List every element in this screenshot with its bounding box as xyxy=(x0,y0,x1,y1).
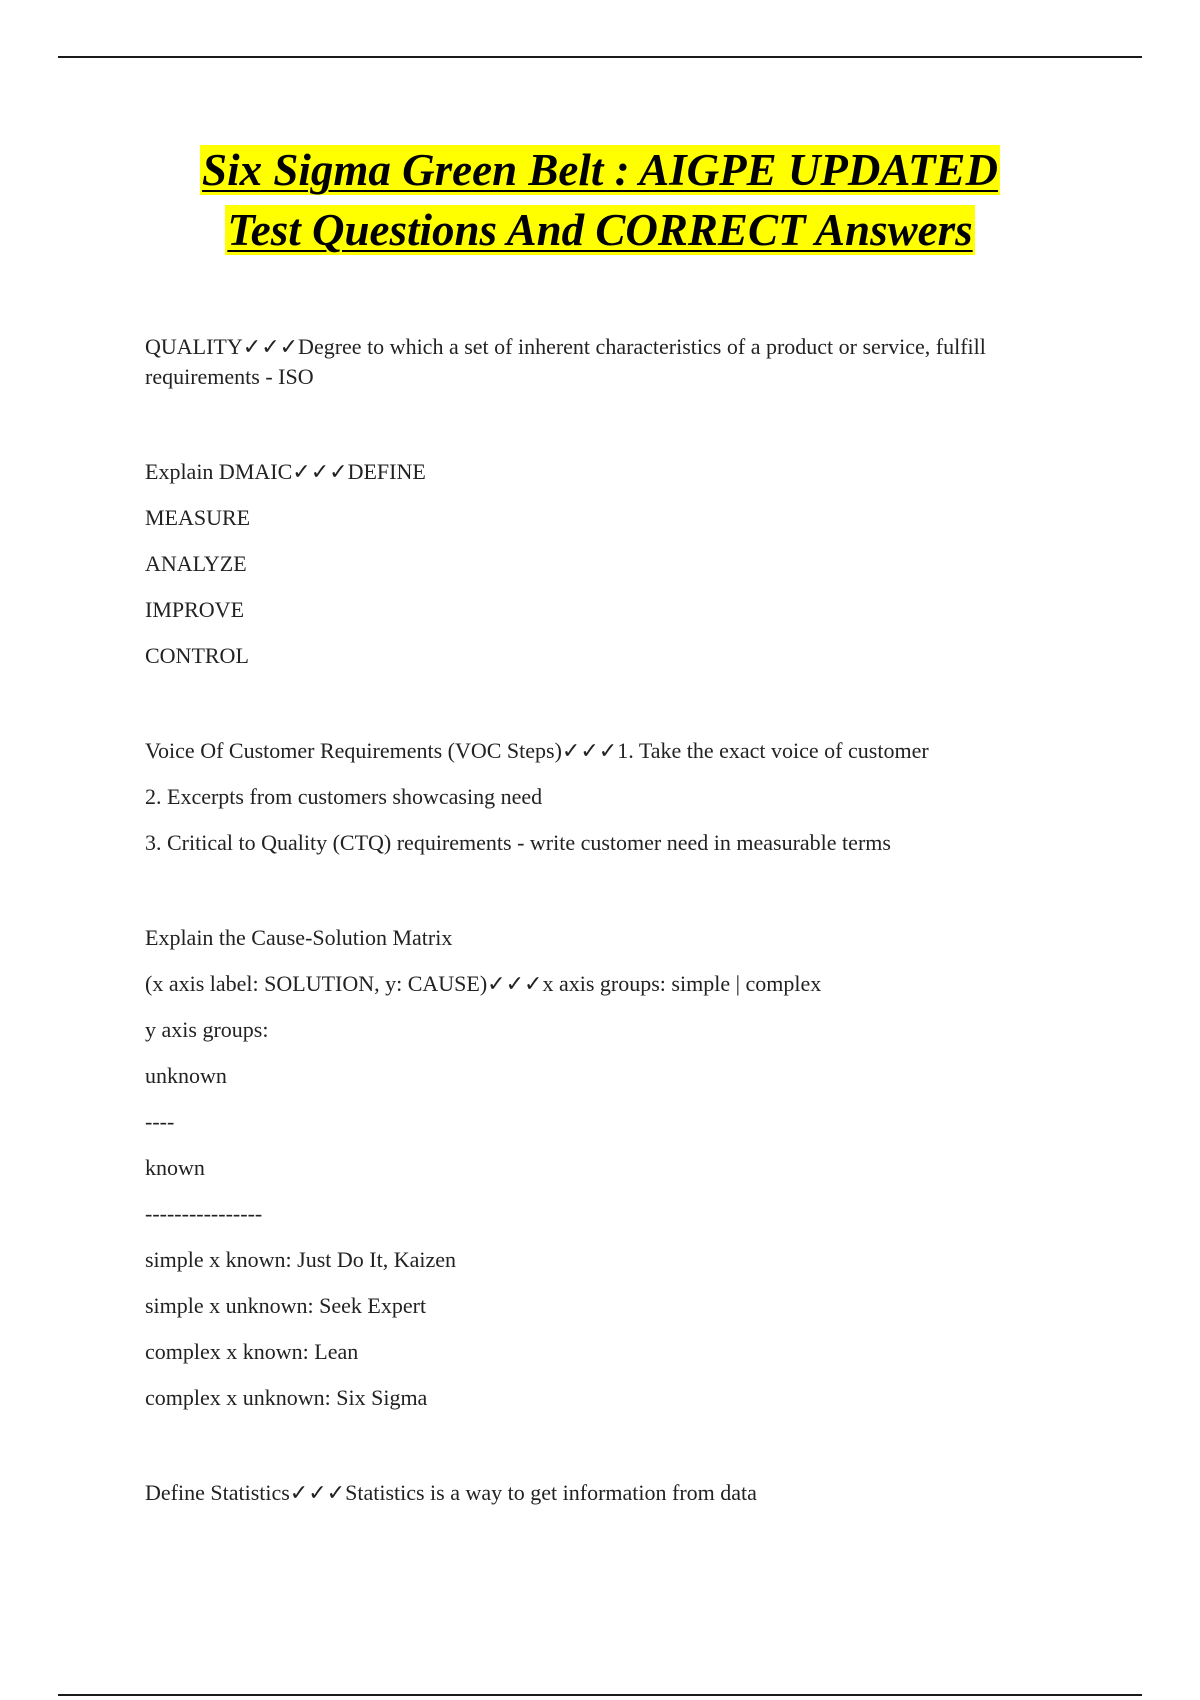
document-title xyxy=(0,140,1200,260)
qa-entry-dmaic xyxy=(145,457,1075,671)
qa-line: Explain DMAIC✓✓✓DEFINE xyxy=(145,459,426,484)
qa-line: known xyxy=(145,1155,205,1180)
qa-line: ---------------- xyxy=(145,1201,263,1226)
qa-line: y axis groups: xyxy=(145,1017,269,1042)
qa-line: simple x known: Just Do It, Kaizen xyxy=(145,1247,457,1272)
title-line-2: Test Questions And CORRECT Answers xyxy=(227,205,973,255)
qa-line: Define Statistics✓✓✓Statistics is a way to get information from data xyxy=(145,1480,757,1505)
qa-list xyxy=(145,332,1075,1508)
qa-line: 2. Excerpts from customers showcasing need xyxy=(145,784,543,809)
qa-text: QUALITY✓✓✓Degree to which a set of inherent characteristics of a product or service, fulfill requirements - ISO xyxy=(145,334,986,389)
qa-line: simple x unknown: Seek Expert xyxy=(145,1293,427,1318)
qa-line: MEASURE xyxy=(145,505,251,530)
title-line-1: Six Sigma Green Belt : AIGPE UPDATED xyxy=(202,145,998,195)
header-rule xyxy=(58,56,1142,58)
qa-line: ---- xyxy=(145,1109,175,1134)
qa-line: complex x unknown: Six Sigma xyxy=(145,1385,428,1410)
qa-line: Voice Of Customer Requirements (VOC Steps)✓✓✓1. Take the exact voice of customer xyxy=(145,738,929,763)
qa-line: ANALYZE xyxy=(145,551,247,576)
qa-line: unknown xyxy=(145,1063,227,1088)
qa-line: CONTROL xyxy=(145,643,249,668)
qa-line: (x axis label: SOLUTION, y: CAUSE)✓✓✓x axis groups: simple | complex xyxy=(145,971,822,996)
qa-entry-voc xyxy=(145,736,1075,858)
qa-line: Explain the Cause-Solution Matrix xyxy=(145,925,453,950)
footer-rule xyxy=(58,1694,1142,1696)
qa-entry-cause-solution xyxy=(145,923,1075,1413)
qa-entry-quality xyxy=(145,332,1075,392)
qa-line: complex x known: Lean xyxy=(145,1339,359,1364)
qa-line: IMPROVE xyxy=(145,597,245,622)
qa-entry-statistics xyxy=(145,1478,1075,1508)
qa-line: 3. Critical to Quality (CTQ) requirements - write customer need in measurable terms xyxy=(145,830,891,855)
